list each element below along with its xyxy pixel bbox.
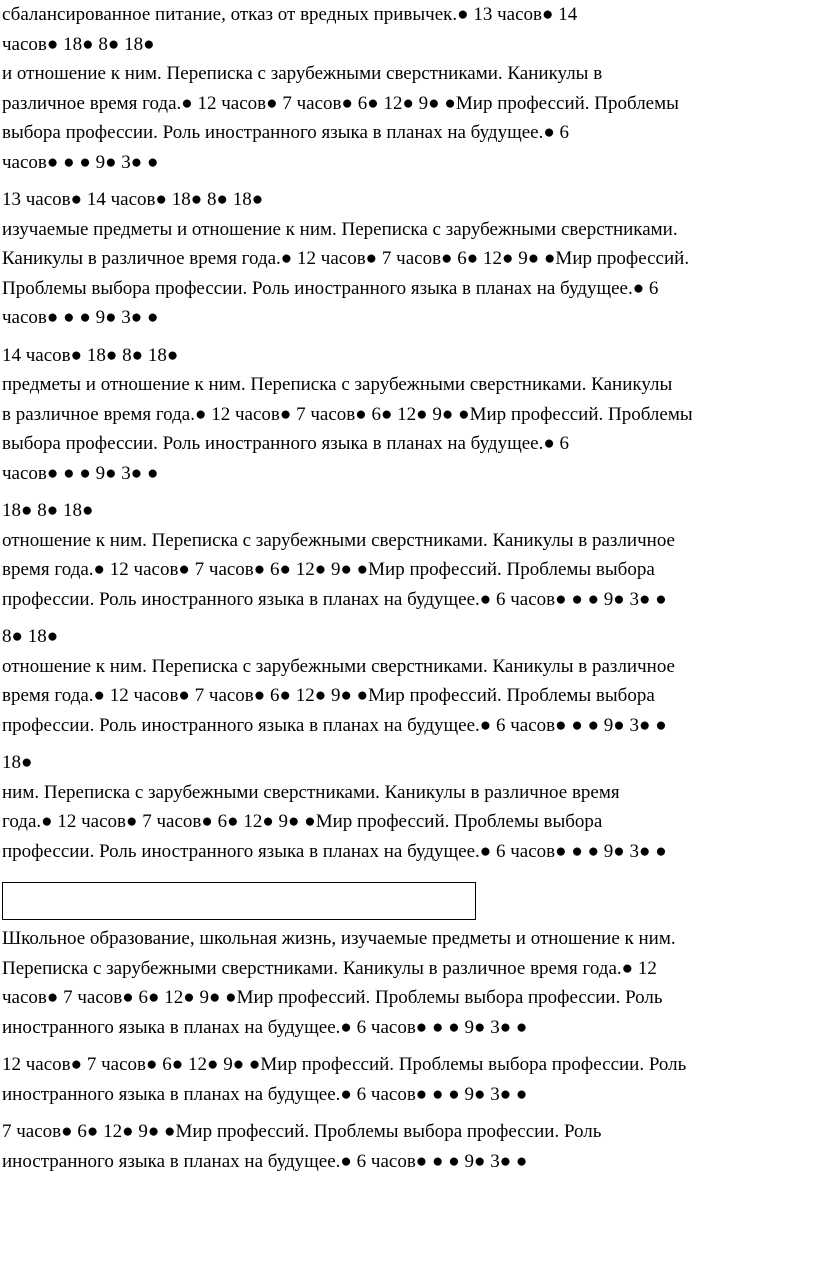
text-line: 12 часов● 7 часов● 6● 12● 9● ●Мир профессий. Проблемы выбора профессии. Роль bbox=[2, 1054, 687, 1075]
text-block-4 bbox=[2, 496, 814, 614]
text-line: 7 часов● 6● 12● 9● ●Мир профессий. Проблемы выбора профессии. Роль bbox=[2, 1121, 602, 1142]
paragraph-gap bbox=[2, 1109, 814, 1117]
text-line: иностранного языка в планах на будущее.● 6 часов● ● ● 9● 3● ● bbox=[2, 1083, 528, 1105]
text-line: различное время года.● 12 часов● 7 часов● 6● 12● 9● ●Мир профессий. Проблемы bbox=[2, 92, 679, 114]
paragraph-gap bbox=[2, 866, 814, 880]
text-line: Переписка с зарубежными сверстниками. Каникулы в различное время года.● 12 bbox=[2, 957, 657, 979]
text-line: профессии. Роль иностранного языка в планах на будущее.● 6 часов● ● ● 9● 3● ● bbox=[2, 714, 667, 736]
text-line: профессии. Роль иностранного языка в планах на будущее.● 6 часов● ● ● 9● 3● ● bbox=[2, 840, 667, 862]
text-line: иностранного языка в планах на будущее.● 6 часов● ● ● 9● 3● ● bbox=[2, 1150, 528, 1172]
text-block-9 bbox=[2, 1117, 814, 1176]
text-line: часов● ● ● 9● 3● ● bbox=[2, 307, 159, 328]
paragraph-gap bbox=[2, 333, 814, 341]
paragraph-gap bbox=[2, 740, 814, 748]
text-block-2 bbox=[2, 185, 814, 333]
text-line: отношение к ним. Переписка с зарубежными сверстниками. Каникулы в различное bbox=[2, 529, 675, 551]
text-line: часов● 7 часов● 6● 12● 9● ●Мир профессий. Проблемы выбора профессии. Роль bbox=[2, 987, 663, 1008]
text-block-8 bbox=[2, 1050, 814, 1109]
text-line: 13 часов● 14 часов● 18● 8● 18● bbox=[2, 189, 264, 210]
text-line: 18● 8● 18● bbox=[2, 500, 94, 521]
empty-bordered-box bbox=[2, 882, 476, 920]
text-line: ним. Переписка с зарубежными сверстниками. Каникулы в различное время bbox=[2, 781, 620, 803]
text-line: и отношение к ним. Переписка с зарубежными сверстниками. Каникулы в bbox=[2, 63, 603, 84]
paragraph-gap bbox=[2, 1042, 814, 1050]
text-line: года.● 12 часов● 7 часов● 6● 12● 9● ●Мир профессий. Проблемы выбора bbox=[2, 811, 603, 832]
text-line: отношение к ним. Переписка с зарубежными сверстниками. Каникулы в различное bbox=[2, 655, 675, 677]
text-line: время года.● 12 часов● 7 часов● 6● 12● 9● ●Мир профессий. Проблемы выбора bbox=[2, 685, 655, 706]
paragraph-gap bbox=[2, 614, 814, 622]
text-line: часов● ● ● 9● 3● ● bbox=[2, 151, 159, 173]
text-line: выбора профессии. Роль иностранного языка в планах на будущее.● 6 bbox=[2, 122, 570, 143]
text-line: часов● ● ● 9● 3● ● bbox=[2, 462, 159, 484]
paragraph-gap bbox=[2, 488, 814, 496]
text-line: сбалансированное питание, отказ от вредных привычек.● 13 часов● 14 bbox=[2, 4, 578, 25]
text-line: часов● 18● 8● 18● bbox=[2, 33, 155, 55]
text-block-7 bbox=[2, 924, 814, 1042]
text-line: изучаемые предметы и отношение к ним. Переписка с зарубежными сверстниками. bbox=[2, 218, 678, 240]
text-line: иностранного языка в планах на будущее.● 6 часов● ● ● 9● 3● ● bbox=[2, 1016, 528, 1038]
text-line: выбора профессии. Роль иностранного языка в планах на будущее.● 6 bbox=[2, 433, 570, 454]
text-line: Школьное образование, школьная жизнь, изучаемые предметы и отношение к ним. bbox=[2, 928, 676, 949]
text-line: профессии. Роль иностранного языка в планах на будущее.● 6 часов● ● ● 9● 3● ● bbox=[2, 588, 667, 610]
text-line: предметы и отношение к ним. Переписка с зарубежными сверстниками. Каникулы bbox=[2, 374, 673, 395]
text-block-1 bbox=[2, 0, 814, 177]
paragraph-gap bbox=[2, 177, 814, 185]
text-line: Каникулы в различное время года.● 12 часов● 7 часов● 6● 12● 9● ●Мир профессий. bbox=[2, 248, 690, 269]
text-block-6 bbox=[2, 748, 814, 866]
text-line: 14 часов● 18● 8● 18● bbox=[2, 344, 179, 366]
text-block-3 bbox=[2, 341, 814, 489]
text-line: время года.● 12 часов● 7 часов● 6● 12● 9● ●Мир профессий. Проблемы выбора bbox=[2, 559, 655, 580]
text-block-5 bbox=[2, 622, 814, 740]
text-line: 8● 18● bbox=[2, 626, 59, 647]
document-page bbox=[2, 0, 814, 1176]
text-line: 18● bbox=[2, 752, 33, 773]
text-line: в различное время года.● 12 часов● 7 часов● 6● 12● 9● ●Мир профессий. Проблемы bbox=[2, 403, 693, 425]
text-line: Проблемы выбора профессии. Роль иностранного языка в планах на будущее.● 6 bbox=[2, 277, 659, 299]
